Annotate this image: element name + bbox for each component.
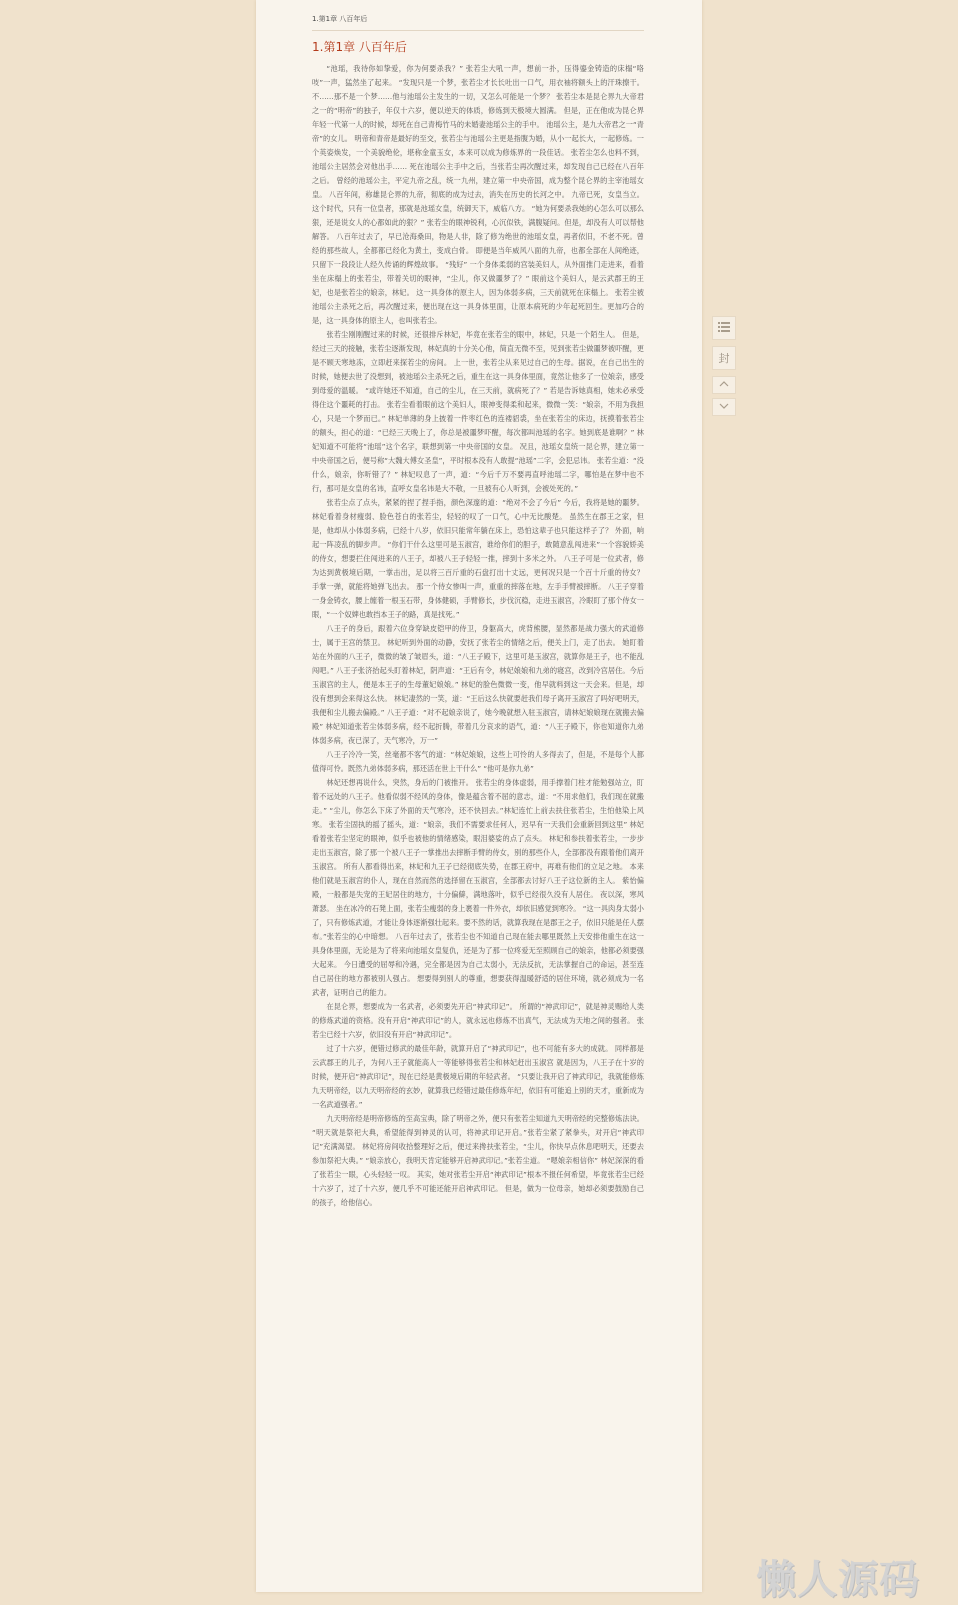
breadcrumb[interactable]: 1.第1章 八百年后 bbox=[312, 14, 644, 31]
paragraph: “池瑶，我待你如挚爱，你为何要杀我？” 张若尘大吼一声，想前一扑，压得鎏金铸造的床榻“咯吱”一声，猛然坐了起来。 “发现只是一个梦，张若尘才长长吐出一口气，用衣袖将额头上的汗珠擦干。 不……那不是一个梦……他与池瑶公主发生的一切，又怎么可能是一个梦？ 张若尘本是昆仑界九大帝君之一的“明帝”的独子，年仅十六岁，便以逆天的体质，修炼到天极境大圆满。 但是，正在他成为昆仑界年轻一代第一人的时候，却死在自己青梅竹马的未婚妻池瑶公主的手中。 池瑶公主，是九大帝君之一“青帝”的女儿。 明帝和青帝是最好的至交，张若尘与池瑶公主更是指腹为婚，从小一起长大，一起修炼。一个英姿焕发，一个美貌绝伦，堪称金童玉女，本来可以成为修炼界的一段佳话。 张若尘怎么也料不到，池瑶公主居然会对他出手…… 死在池瑶公主手中之后，当张若尘再次醒过来，却发现自己已经在八百年之后。 曾经的池瑶公主，平定九帝之乱，统一九州，建立第一中央帝国，成为整个昆仑界的主宰池瑶女皇。 八百年间，称雄昆仑界的九帝，彻底的成为过去，消失在历史的长河之中。 九帝已死，女皇当立。 这个时代，只有一位皇者，那就是池瑶女皇，统御天下，威临八方。 “她为何要杀我她的心怎么可以那么狠，还是说女人的心都如此的狠？” 张若尘的眼神锐利，心沉似铁，满腹疑问。但是，却没有人可以帮他解答。 八百年过去了，早已沧海桑田，物是人非，除了修为绝世的池瑶女皇，再者依旧，不老不死。曾经的那些故人，全都都已经化为黄土，变成白骨。 即便是当年威风八面的九帝，也都全部在人间绝迹，只留下一段段让人经久传诵的辉煌故事。 “残好” 一个身体柔弱的宫装美妇人，从外面推门走进来，看着坐在床榻上的张若尘，带着关切的眼神，“尘儿，你又做噩梦了？” 眼前这个美妇人，是云武郡王的王妃，也是张若尘的娘亲，林妃。 这一具身体的原主人，因为体弱多病，三天前就死在床榻上。 张若尘被池瑶公主杀死之后，再次醒过来，便出现在这一具身体里面，让原本病死的少年起死回生。更加巧合的是，这一具身体的原主人，也叫张若尘。 bbox=[312, 64, 644, 325]
chevron-up-icon bbox=[719, 380, 729, 390]
paragraph: 八王子冷冷一笑，丝毫都不客气的道：“林妃娘娘，这些上可怜的人多得去了，但是，不是每个人都值得可怜。既然九弟体弱多病，那还活在世上干什么” “他可是你九弟” bbox=[312, 750, 644, 773]
paragraph: 张若尘刚刚醒过来的时候，还很排斥林妃，毕竟在张若尘的眼中，林妃，只是一个陌生人。 但是，经过三天的接触，张若尘逐渐发现，林妃真的十分关心他，简直无微不至，见到张若尘做噩梦被吓醒，更是不顾天寒地冻，立即赶来探若尘的房间。 上一世，张若尘从来见过自己的生母。据说，在自己出生的时候，她便去世了没想到，被池瑶公主杀死之后，重生在这一具身体里面，竟然让他多了一位娘亲，感受到母爱的温暖。 “或许她还不知道，自己的尘儿，在三天前，就病死了？” 若是告诉她真相，她未必承受得住这个噩耗的打击。 张若尘看着眼前这个美妇人，眼神变得柔和起来，微微一笑：“娘亲，不用为我担心，只是一个梦而已。” 林妃单薄的身上披着一件枣红色的连褛貂裘，坐在张若尘的床边，抚摸着张若尘的额头，担心的道：“已经三天晚上了，你总是被噩梦吓醒，每次都叫池瑶的名字。她到底是谁啊？” 林妃知道不可能将“池瑶”这个名字，联想到第一中央帝国的女皇。 况且，池瑶女皇统一昆仑界，建立第一中央帝国之后，便号称“大魏大傅女圣皇”，平时根本没有人敢提“池瑶”二字，会犯忌讳。 张若尘道：“没什么，娘亲，你听错了？” 林妃叹息了一声，道：“今后千万不要再直呼池瑶二字，哪怕是在梦中也不行，那可是女皇的名讳，直呼女皇名讳是大不敬，一旦被有心人听到，会被处死的。” bbox=[312, 330, 644, 493]
scroll-up-button[interactable] bbox=[712, 376, 736, 394]
chevron-down-icon bbox=[719, 402, 729, 412]
chapter-content bbox=[312, 62, 644, 1574]
site-watermark: 懒人源码 bbox=[756, 1557, 920, 1603]
bookmark-button[interactable] bbox=[712, 346, 736, 370]
reader-page bbox=[256, 0, 702, 1592]
paragraph: 林妃还想再说什么，突然，身后的门被推开。 张若尘的身体虚弱，用手撑着门柱才能勉强站立，盯着不远处的八王子。他看似弱不经风的身体，像是蕴含着不屈的意志，道：“不用求他们，我们现在就搬走。” “尘儿，你怎么下床了外面的天气寒冷，还不快回去。”林妃连忙上前去扶住张若尘，生怕他染上风寒。 张若尘固执的摇了摇头，道：“娘亲，我们不需要求任何人，迟早有一天我们会重新回到这里” 林妃看着张若尘坚定的眼神，似乎也被他的情绪感染，眼泪婆娑的点了点头。 林妃和参扶着张若尘，一步步走出玉淑宫，除了那一个被八王子一掌推出去摔断手臂的侍女，别的那些仆人，全部都没有跟着他们离开玉淑宫。 所有人都看得出来，林妃和九王子已经彻底失势，在郡王府中，再难有他们的立足之地。 本来他们就是玉淑宫的仆人，现在自然而然的选择留在玉淑宫，全部都去讨好八王子这位新的主人。 紫怡偏殿，一般都是失宠的王妃居住的地方，十分偏僻，满地落叶，似乎已经很久没有人居住。 夜以深，寒风萧瑟。 坐在冰冷的石凳上面，张若尘瘦弱的身上裹着一件外衣，却依旧感觉到寒冷。 “这一具肉身太弱小了，只有修炼武道，才能让身体逐渐强壮起来。要不然的话，就算我现在是郡王之子，依旧只能是任人摆布。”张若尘的心中暗想。 八百年过去了，张若尘也不知道自己现在能去哪里既然上天安排他重生在这一具身体里面，无论是为了将来向池瑶女皇复仇，还是为了那一位疼爱无至照顾自己的娘亲，他都必须要强大起来。 今日遭受的屈辱和冷遇，完全都是因为自己太弱小，无法反抗，无法掌握自己的命运，甚至连自己居住的地方都被别人强占。 想要得到别人的尊重，想要获得温暖舒适的居住环境，就必须成为一名武者，证明自己的能力。 bbox=[312, 778, 644, 997]
list-icon bbox=[718, 322, 730, 335]
paragraph: 在昆仑界，想要成为一名武者，必须要先开启“神武印记”。 所谓的“神武印记”，就是神灵赐给人类的修炼武道的资格。没有开启“神武印记”的人，就永远也修炼不出真气，无法成为天地之间的强者。 张若尘已经十六岁，依旧没有开启“神武印记”。 bbox=[312, 1002, 644, 1039]
paragraph: 张若尘点了点头，紧紧的捏了捏手指，颜色深邃的道：“绝对不会了今后” 今后，我将是她的噩梦。 林妃看着身材瘦弱、脸色苍白的张若尘，轻轻的叹了一口气，心中无比酸楚。 虽然生在郡王之家，但是，他却从小体弱多病，已经十八岁，依旧只能常年躺在床上，恐怕这辈子也只能这样子了？ 外面，响起一阵凌乱的脚步声。 “你们干什么这里可是玉淑宫，谁给你们的胆子，敢随意乱闯进来”一个容貌娇美的侍女，想要拦住闯进来的八王子，却被八王子轻轻一推，摔到十多米之外。 八王子可是一位武者，修为达到黄极境后期，一掌击出，足以将三百斤重的石盘打出十丈远，更何况只是一个百十斤重的侍女？ 手掌一弹，就能将她弹飞出去。 那一个侍女惨叫一声，重重的摔落在地，左手手臂被摔断。 八王子穿着一身金铸衣，腰上缠着一根玉石带，身体健硕，手臂修长，步伐沉稳，走进玉淑宫，冷眼盯了那个侍女一眼，“一个奴婢也敢挡本王子的路，真是找死。” bbox=[312, 498, 644, 619]
paragraph: 八王子的身后，跟着六位身穿缺皮铠甲的侍卫，身躯高大，虎背熊腰，显然都是战力强大的武道修士，属于王宫的禁卫。 林妃听到外面的动静，安抚了张若尘的情绪之后，便关上门，走了出去。 她盯着站在外面的八王子，微微的皱了皱眉头，道：“八王子殿下，这里可是玉淑宫，就算你是王子，也不能乱闯吧。” 八王子张济抬起头盯着林妃，阴声道：“王后有令，林妃娘娘和九弟的寝宫，改到冷宫居住。今后玉淑宫的主人，便是本王子的生母董妃娘娘。” 林妃的脸色微微一变，他早就料到这一天会来。但是，却没有想到会来得这么快。 林妃凄然的一笑，道：“王后这么快就要赶我们母子离开玉淑宫了吗好吧明天，我便和尘儿搬去偏殿。” 八王子道：“对不起娘亲说了，她今晚就想入驻玉淑宫，请林妃娘娘现在就搬去偏殿” 林妃知道张若尘体弱多病，经不起折腾，带着几分哀求的语气，道：“八王子殿下，你也知道你九弟体弱多病，夜已深了，天气寒冷，万一” bbox=[312, 624, 644, 745]
paragraph: 九天明帝经是明帝修炼的至高宝典，除了明帝之外，便只有张若尘知道九天明帝经的完整修炼法诀。 “明天就是祭祀大典，希望能得到神灵的认可，将神武印记开启。”张若尘紧了紧拳头，对开启“神武印记”充满渴望。 林妃将房间收拾整理好之后，便过来搀扶张若尘，“尘儿，你快早点休息吧明天，还要去参加祭祀大典。” “娘亲放心，我明天肯定能够开启神武印记。”张若尘道。 “嗯娘亲相信你” 林妃深深的看了张若尘一眼，心头轻轻一叹。 其实，她对张若尘开启“神武印记”根本不报任何希望，毕竟张若尘已经十六岁了，过了十六岁，便几乎不可能还能开启神武印记。 但是，做为一位母亲，她却必须要鼓励自己的孩子，给他信心。 bbox=[312, 1114, 644, 1207]
chapter-list-button[interactable] bbox=[712, 316, 736, 340]
reader-toolbar bbox=[712, 316, 736, 420]
paragraph: 过了十六岁，便错过修武的最佳年龄，就算开启了“神武印记”，也不可能有多大的成就。 同样都是云武郡王的儿子，为何八王子就能高人一等能够得张若尘和林妃赶出玉淑宫 就是因为，八王子在十岁的时候，便开启“神武印记”，现在已经是黄极境后期的年轻武者。 “只要让我开启了神武印记，我就能修炼九天明帝经，以九天明帝经的玄妙，就算我已经错过最佳修炼年纪，依旧有可能追上别的天才，重新成为一名武道强者。” bbox=[312, 1044, 644, 1109]
scroll-down-button[interactable] bbox=[712, 398, 736, 416]
chapter-title: 1.第1章 八百年后 bbox=[312, 40, 407, 54]
bookmark-label: 封 bbox=[718, 352, 730, 365]
